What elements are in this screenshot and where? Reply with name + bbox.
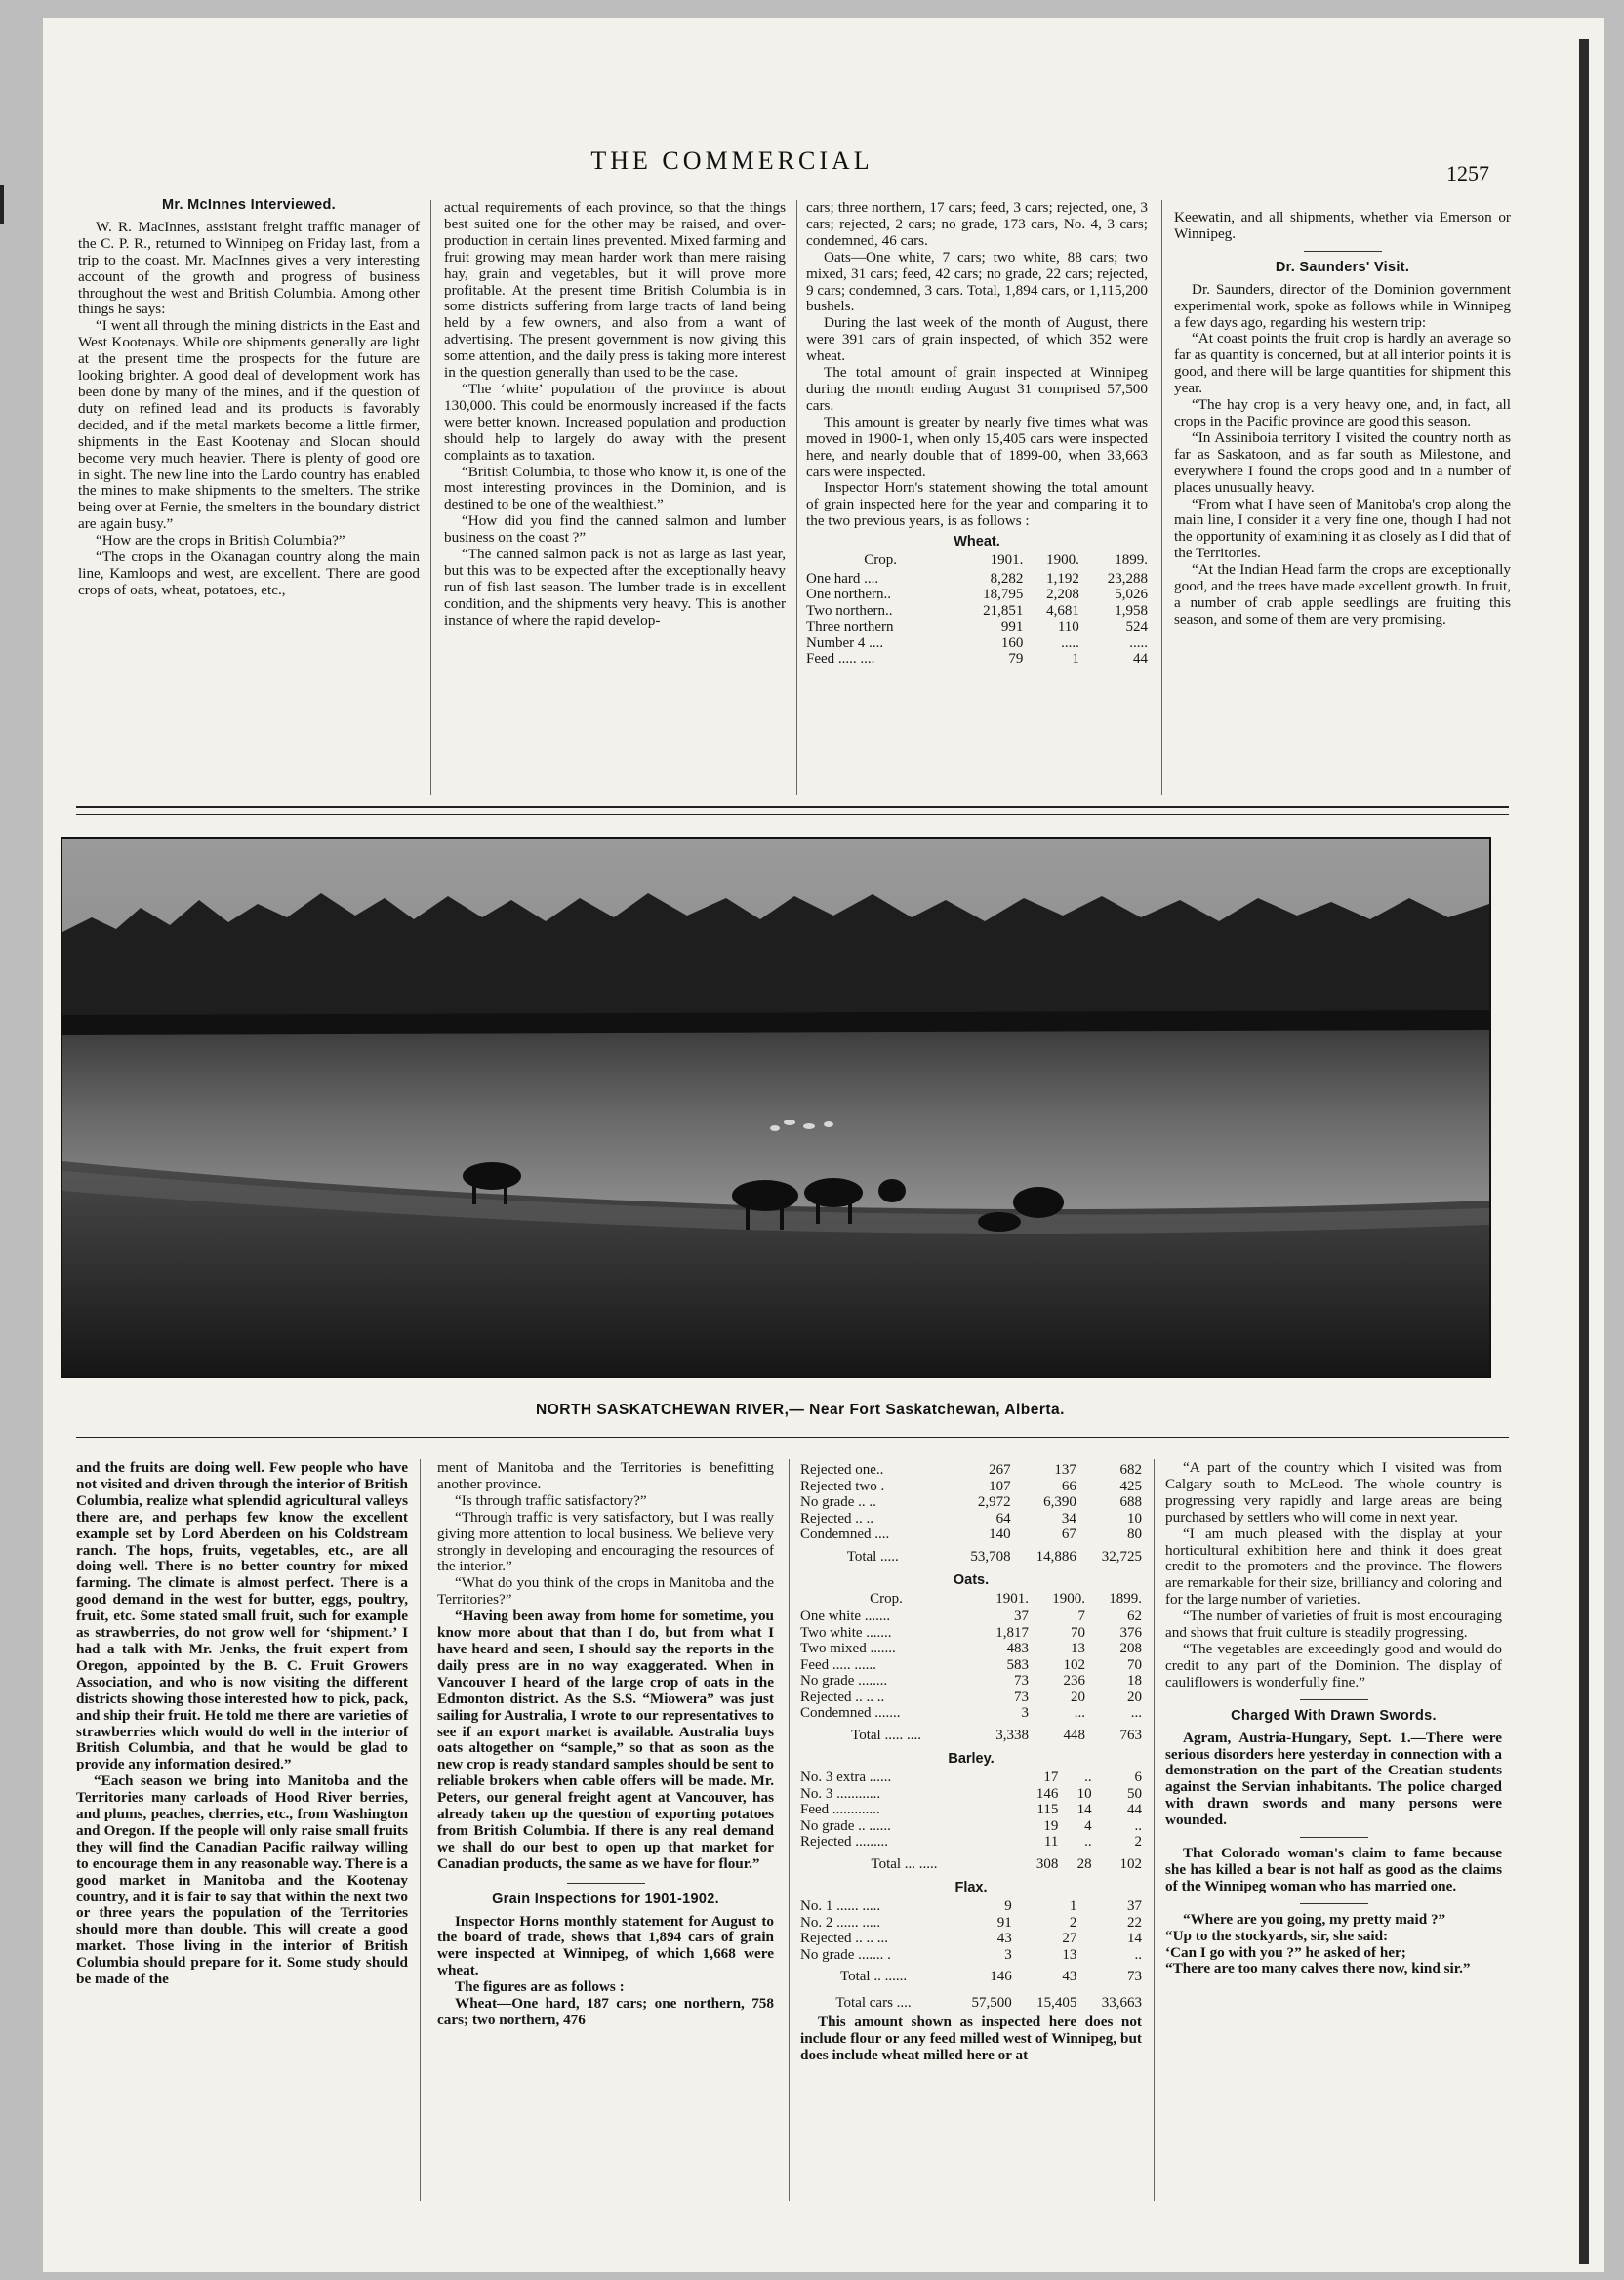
table-cell: Three northern	[806, 619, 894, 635]
table-cell: 2,972	[977, 1494, 1011, 1510]
table-cell: 107	[989, 1478, 1011, 1494]
table-cell: No. 3 ............	[800, 1785, 881, 1802]
table-row	[800, 1527, 1142, 1543]
table-cell: 43	[1062, 1969, 1077, 1985]
paragraph: The figures are as follows :	[455, 1978, 625, 1996]
table-cell: 14	[1076, 1802, 1092, 1818]
table-row	[800, 1511, 1142, 1527]
table-cell: ...	[1130, 1705, 1142, 1722]
divider	[1300, 1837, 1368, 1838]
table-cell: 73	[1127, 1969, 1142, 1985]
paragraph: “The crops in the Okanagan country along the main line, Kamloops and west, are excellent. There are good crops of oats, wheat, potatoes, etc.,	[78, 549, 420, 598]
paragraph: That Colorado woman's claim to fame because she has killed a bear is not half as good as the claims of the Winnipeg woman who has married one.	[1165, 1845, 1502, 1894]
table-cell: Feed ..... ....	[806, 651, 875, 668]
table-cell: 13	[1062, 1946, 1077, 1963]
table-cell: 102	[1063, 1656, 1085, 1673]
table-cell: 66	[1061, 1478, 1076, 1494]
table-cell: 1,958	[1115, 602, 1148, 619]
table-row	[800, 1834, 1142, 1851]
table-cell: 208	[1119, 1641, 1142, 1657]
paragraph: “A part of the country which I visited was from Calgary south to McLeod. The whole country is progressing very rapidly and large areas are being purchased by settlers who will come in next year.	[1165, 1459, 1502, 1526]
column-divider	[420, 1459, 421, 2201]
paragraph: “The canned salmon pack is not as large as last year, but this was to be expected after the exceptionally heavy run of fish last season. The lumber trade is in excellent condition, and the shipments very heavy. This is another instance of where the rapid develop-	[444, 546, 786, 629]
table-cell: 160	[1000, 634, 1024, 651]
table-cell: 110	[1057, 619, 1079, 635]
table-cell: 80	[1127, 1527, 1142, 1542]
table-cell: Condemned ....	[800, 1527, 890, 1542]
table-cell: 64	[995, 1510, 1011, 1527]
section-rule	[76, 1437, 1509, 1438]
table-cell: 21,851	[983, 602, 1024, 619]
paragraph: “British Columbia, to those who know it, is one of the most interesting provinces in the Dominion, and is destined to be one of the wealthiest.”	[444, 463, 786, 513]
paragraph: “How did you find the canned salmon and lumber business on the coast ?”	[444, 512, 786, 547]
table-cell: 137	[1054, 1462, 1076, 1478]
table-header-cell: 1901.	[995, 1590, 1030, 1607]
table-total-row	[800, 1722, 1142, 1748]
table-cell: 20	[1127, 1689, 1142, 1705]
section-rule	[76, 806, 1509, 808]
river-landscape-image	[62, 839, 1489, 1376]
table-cell: 57,500	[971, 1994, 1012, 2011]
column-7	[800, 1462, 1142, 2064]
table-cell: 23,288	[1107, 570, 1148, 587]
table-cell: 236	[1063, 1673, 1085, 1690]
table-cell: No grade .. ......	[800, 1817, 891, 1834]
article-title-grain: Grain Inspections for 1901-1902.	[492, 1891, 719, 1907]
table-cell: 18	[1127, 1673, 1142, 1690]
photo-caption: NORTH SASKATCHEWAN RIVER,— Near Fort Saskatchewan, Alberta.	[536, 1402, 1065, 1418]
table-cell: 1,192	[1046, 570, 1079, 587]
divider	[1300, 1903, 1368, 1904]
column-6	[437, 1460, 774, 2029]
table-cell: 37	[1014, 1608, 1030, 1625]
column-4	[1174, 210, 1511, 629]
table-cell: No grade ....... .	[800, 1946, 891, 1963]
table-cell: 34	[1061, 1510, 1076, 1527]
table-cell: One hard ....	[806, 570, 879, 587]
table-cell: 15,405	[1036, 1994, 1077, 2011]
table-cell: 43	[996, 1931, 1012, 1947]
table-cell: 17	[1043, 1770, 1059, 1786]
table-cell: 4	[1084, 1817, 1092, 1834]
table-cell: 32,725	[1101, 1548, 1142, 1565]
table-cell: 6,390	[1043, 1494, 1076, 1510]
table-cell: 1,817	[995, 1624, 1030, 1641]
table-cell: 20	[1071, 1689, 1085, 1705]
table-cell: Rejected .........	[800, 1834, 888, 1851]
table-cell: 2	[1069, 1914, 1077, 1931]
table-cell: 11	[1043, 1834, 1059, 1851]
paragraph: “At coast points the fruit crop is hardly an average so far as quantity is concerned, but at all interior points it is good, and there will be large quantities for shipment this year.	[1174, 330, 1511, 397]
table-cell: .....	[1061, 634, 1079, 651]
paragraph: and the fruits are doing well. Few people who have not visited and driven through the interior of British Columbia, realize what splendid agricultural valleys there are, and perhaps few know the excellent example set by Lord Aberdeen on his Coldstream ranch. The hops, fruits, vegetables, etc., are all doing well. There is no better country for mixed farming. The climate is almost perfect. There is a good demand in the west for butter, eggs, poultry, fruit, etc. Some stated small fruit, such for example as strawberries, do not grow well for ‘shipment.’ I had a talk with Mr. Jenks, the fruit expert from Oregon, appointed by the B. C. Fruit Growers Association, and who is now visiting the different districts showing those interested how to pick, pack, and ship their fruit. He told me there are varieties of strawberries which would do well in the interior of British Columbia, and that he would be glad to provide any information desired.”	[76, 1459, 408, 1773]
table-cell: 524	[1125, 619, 1148, 635]
table-row	[800, 1462, 1142, 1479]
table-row	[800, 1494, 1142, 1511]
table-cell: 28	[1076, 1855, 1092, 1872]
flax-table	[800, 1898, 1142, 2015]
table-cell: 1	[1072, 651, 1079, 668]
paragraph: During the last week of the month of August, there were 391 cars of grain inspected, of which 352 were wheat.	[806, 314, 1148, 365]
masthead: THE COMMERCIAL	[590, 146, 873, 175]
article-title-mcinnes: Mr. McInnes Interviewed.	[161, 197, 337, 213]
table-cell: Rejected .. ..	[800, 1510, 873, 1527]
table-cell: Rejected .. .. ..	[800, 1689, 885, 1705]
wheat-table-top	[806, 552, 1148, 668]
divider	[1300, 1699, 1368, 1700]
table-cell: Feed .............	[800, 1802, 880, 1818]
table-header-row	[806, 552, 1148, 571]
table-row	[806, 587, 1148, 603]
paragraph: “I am much pleased with the display at your horticultural exhibition here and think it does great credit to the promoters and the province. The flowers are remarkable for their size, brilliancy and coloring and for the large number of varieties.	[1165, 1525, 1502, 1608]
table-header-cell: 1899.	[1109, 1590, 1142, 1607]
table-cell: 267	[989, 1462, 1011, 1478]
table-cell: 682	[1119, 1462, 1142, 1478]
table-cell: 14,886	[1035, 1548, 1076, 1565]
table-cell: 53,708	[970, 1548, 1011, 1565]
table-cell: ..	[1084, 1834, 1092, 1851]
table-cell: 18,795	[983, 587, 1024, 603]
table-cell: Condemned .......	[800, 1705, 901, 1722]
table-cell: 10	[1076, 1785, 1092, 1802]
table-grand-total-row	[800, 1989, 1142, 2015]
table-header-cell: 1900.	[1046, 552, 1079, 569]
column-divider	[1161, 200, 1162, 795]
paragraph: Dr. Saunders, director of the Dominion government experimental work, spoke as follows while in Winnipeg a few days ago, regarding his western trip:	[1174, 280, 1511, 331]
table-cell: 146	[990, 1969, 1012, 1985]
table-cell: 583	[1006, 1656, 1030, 1673]
section-rule	[76, 814, 1509, 815]
paragraph: Wheat—One hard, 187 cars; one northern, 758 cars; two northern, 476	[437, 1995, 774, 2028]
table-row	[800, 1802, 1142, 1818]
table-row	[800, 1786, 1142, 1803]
table-cell: No grade ........	[800, 1673, 888, 1690]
table-cell: Total cars ....	[835, 1994, 912, 2011]
table-row	[806, 619, 1148, 635]
table-cell: Two mixed .......	[800, 1641, 896, 1657]
paragraph: “Having been away from home for sometime, you know more about that than I do, but from what I have heard and seen, I should say the reports in the daily press are in no way exaggerated. When in Vancouver I heard of the large crop of oats in the Edmonton district. As the S.S. “Miowera” was just sailing for Australia, I wrote to our representatives to see if an export market is available. Australia buys oats altogether on “sample,” so that as soon as the new crop is ready standard samples should be sent to reliable brokers when cable offers will be made. Mr. Peters, our general freight agent at Vancouver, has already taken up the question of exporting potatoes from British Columbia. If there is any real demand we shall do our best to open up that market for Canadian products, the same as we have for flour.”	[437, 1608, 774, 1872]
table-cell: 991	[1000, 619, 1024, 635]
table-row	[806, 603, 1148, 620]
table-cell: ..	[1084, 1770, 1092, 1786]
table-cell: 483	[1006, 1641, 1030, 1657]
river-photograph	[61, 837, 1491, 1378]
paragraph: “Is through traffic satisfactory?”	[455, 1491, 647, 1509]
table-cell: ..	[1134, 1817, 1142, 1834]
table-row	[800, 1625, 1142, 1642]
table-cell: No. 1 ...... .....	[800, 1898, 881, 1915]
table-title-flax: Flax.	[954, 1880, 988, 1896]
table-cell: 6	[1134, 1770, 1142, 1786]
table-cell: 67	[1061, 1527, 1076, 1542]
table-header-row	[800, 1591, 1142, 1609]
table-cell: 5,026	[1115, 587, 1148, 603]
table-cell: Rejected one..	[800, 1462, 884, 1478]
paragraph: “Each season we bring into Manitoba and the Territories many carloads of Hood River berries, and plums, peaches, cherries, etc., from Washington and Oregon. If the people will only raise small fruits they will find the Canadian Pacific railway willing to encourage them in any reasonable way. There is a good market in Manitoba and the Kootenay country, and it is fair to say that within the next two or three years the population of the Territories should more than double. This will create a good market. Those living in the interior of British Columbia should prepare for it. Some study should be made of the	[76, 1772, 408, 1988]
column-1	[78, 195, 420, 599]
table-title-wheat: Wheat.	[954, 534, 1000, 550]
paragraph: ment of Manitoba and the Territories is benefitting another province.	[437, 1459, 774, 1492]
table-cell: 3,338	[995, 1727, 1030, 1743]
paragraph: Keewatin, and all shipments, whether via Emerson or Winnipeg.	[1174, 209, 1511, 242]
paragraph: Inspector Horns monthly statement for August to the board of trade, shows that 1,894 cars of grain were inspected at Winnipeg, of which 1,668 were wheat.	[437, 1912, 774, 1979]
table-cell: 10	[1127, 1510, 1142, 1527]
table-cell: No grade .. ..	[800, 1494, 876, 1510]
table-row	[800, 1898, 1142, 1915]
table-row	[800, 1947, 1142, 1964]
table-cell: 425	[1119, 1478, 1142, 1494]
article-title-swords: Charged With Drawn Swords.	[1231, 1707, 1437, 1724]
table-cell: 14	[1127, 1931, 1142, 1947]
column-divider	[1154, 1459, 1155, 2201]
table-cell: Rejected .. .. ...	[800, 1931, 888, 1947]
verse-line: “Where are you going, my pretty maid ?”	[1183, 1910, 1446, 1928]
column-divider	[430, 200, 431, 795]
table-row	[800, 1657, 1142, 1674]
page-binding-edge	[1579, 39, 1589, 2264]
table-cell: 19	[1043, 1817, 1059, 1834]
paragraph: “What do you think of the crops in Manitoba and the Territories?”	[437, 1574, 774, 1608]
table-row	[800, 1479, 1142, 1495]
paragraph: Oats—One white, 7 cars; two white, 88 cars; two mixed, 31 cars; feed, 42 cars; no grade, 22 cars; rejected, 9 cars; condemned, 3 cars. Total, 1,894 cars, or 1,115,200 bushels.	[806, 248, 1148, 315]
divider	[567, 1883, 645, 1884]
table-cell: Two northern..	[806, 602, 893, 619]
barley-table	[800, 1770, 1142, 1876]
table-cell: 7	[1077, 1608, 1085, 1625]
paragraph: “How are the crops in British Columbia?”	[96, 532, 345, 550]
page-margin-mark	[0, 185, 4, 224]
wheat-table-continued	[800, 1462, 1142, 1568]
table-row	[800, 1608, 1142, 1625]
table-cell: 73	[1014, 1689, 1030, 1705]
table-cell: 8,282	[990, 570, 1024, 587]
paragraph: “The ‘white’ population of the province is about 130,000. This could be enormously increased if the facts were better known. Increased population and production should help to largely do away with the present complaints as to taxation.	[444, 380, 786, 464]
table-title-oats: Oats.	[953, 1572, 990, 1588]
table-header-cell: Crop.	[864, 552, 898, 569]
table-cell: 44	[1133, 651, 1148, 668]
table-cell: ...	[1074, 1705, 1085, 1722]
paragraph: “The vegetables are exceedingly good and would do credit to any part of the Dominion. The display of cauliflowers is wonderfully fine.”	[1165, 1640, 1502, 1690]
table-title-barley: Barley.	[948, 1751, 995, 1768]
table-row	[806, 571, 1148, 588]
paragraph: The total amount of grain inspected at Winnipeg during the month ending August 31 comprised 57,500 cars.	[806, 364, 1148, 414]
column-2	[444, 200, 786, 630]
table-row	[800, 1818, 1142, 1835]
table-cell: One northern..	[806, 587, 892, 603]
table-cell: Total .. ......	[839, 1969, 908, 1985]
paragraph: “The hay crop is a very heavy one, and, in fact, all crops in the Pacific province are good this season.	[1174, 396, 1511, 429]
table-cell: 33,663	[1101, 1994, 1142, 2011]
paragraph: This amount shown as inspected here does not include flour or any feed milled west of Winnipeg, but does include wheat milled here or at	[800, 2014, 1142, 2064]
table-cell: 70	[1071, 1624, 1085, 1641]
table-cell: 70	[1127, 1656, 1142, 1673]
paragraph: Inspector Horn's statement showing the total amount of grain inspected here for the year and comparing it to the two previous years, is as follows :	[806, 479, 1148, 530]
oats-table	[800, 1591, 1142, 1748]
table-cell: 22	[1127, 1914, 1142, 1931]
table-cell: 102	[1119, 1855, 1142, 1872]
paragraph: “At the Indian Head farm the crops are exceptionally good, and the trees have made excellent growth. In fruit, a number of crab apple seedlings are fruiting this season, and some of them are very promising.	[1174, 561, 1511, 628]
column-5	[76, 1460, 408, 1988]
table-header-cell: Crop.	[870, 1590, 903, 1607]
table-cell: 2	[1134, 1834, 1142, 1851]
table-cell: No. 3 extra ......	[800, 1770, 892, 1786]
table-cell: 763	[1119, 1727, 1142, 1743]
table-header-cell: 1900.	[1052, 1590, 1085, 1607]
table-header-cell: 1901.	[990, 552, 1024, 569]
paragraph: This amount is greater by nearly five times what was moved in 1900-1, when only 15,405 cars were inspected here, and nearly double that of 1899-00, when 33,663 cars were inspected.	[806, 413, 1148, 480]
table-row	[806, 635, 1148, 652]
table-cell: Total .....	[846, 1548, 899, 1565]
column-divider	[789, 1459, 790, 2201]
table-cell: 37	[1127, 1898, 1142, 1915]
table-cell: Feed ..... ......	[800, 1656, 876, 1673]
table-cell: 50	[1127, 1785, 1142, 1802]
paragraph: cars; three northern, 17 cars; feed, 3 cars; rejected, one, 3 cars; rejected, 2 cars; no grade, 173 cars, No. 4, 3 cars; condemned, 46 cars.	[806, 199, 1148, 249]
table-cell: 1	[1069, 1898, 1077, 1915]
table-total-row	[800, 1963, 1142, 1989]
table-row	[800, 1931, 1142, 1947]
table-cell: One white .......	[800, 1608, 891, 1625]
paragraph: “In Assiniboia territory I visited the country north as far as Saskatoon, and as far south as Milestone, and everywhere I found the crops good and in a number of places unusually heavy.	[1174, 428, 1511, 496]
table-cell: 79	[1008, 651, 1024, 668]
paragraph: W. R. MacInnes, assistant freight traffic manager of the C. P. R., returned to Winnipeg on Friday last, from a trip to the coast. Mr. MacInnes gives a very interesting account of the growth and progress of business throughout the west and British Columbia. Among other things he says:	[78, 218, 420, 318]
table-total-row	[800, 1543, 1142, 1569]
table-cell: 9	[1004, 1898, 1012, 1915]
table-cell: 62	[1127, 1608, 1142, 1625]
table-row	[800, 1915, 1142, 1932]
table-row	[800, 1641, 1142, 1657]
table-cell: 27	[1062, 1931, 1077, 1947]
table-cell: 2,208	[1046, 587, 1079, 603]
page-number: 1257	[1446, 161, 1489, 185]
divider	[1304, 251, 1382, 252]
table-cell: Total ... .....	[871, 1855, 938, 1872]
table-cell: Rejected two .	[800, 1478, 885, 1494]
table-cell: 13	[1071, 1641, 1085, 1657]
table-cell: 688	[1119, 1494, 1142, 1510]
column-divider	[796, 200, 797, 795]
table-cell: 308	[1035, 1855, 1059, 1872]
table-cell: 91	[996, 1914, 1012, 1931]
column-3	[806, 200, 1148, 668]
paragraph: “I went all through the mining districts in the East and West Kootenays. While ore shipments generally are light at the present time the prospects for the future are looking brighter. A good deal of development work has been done by many of the mines, and if the question of duty on refined lead and its products is favorably decided, and if the metal markets become a little firmer, shipments in the East Kootenay and Slocan should become very much heavier. There is plenty of good ore in sight. The new line into the Lardo country has enabled the mines to make shipments to the smelters. The strike being over at Fernie, the smelters in the boundary district are again busy.”	[78, 317, 420, 533]
paragraph: “Through traffic is very satisfactory, but I was really giving more attention to local business. We believe very strongly in developing and encouraging the resources of the interior.”	[437, 1508, 774, 1575]
table-cell: 140	[989, 1527, 1011, 1542]
table-row	[800, 1770, 1142, 1786]
table-row	[800, 1705, 1142, 1722]
table-row	[806, 651, 1148, 668]
table-cell: No. 2 ...... .....	[800, 1914, 881, 1931]
paragraph: “From what I have seen of Manitoba's crop along the main line, I consider it a very fine one, though I had not the opportunity of examining it as closely as I did that of the Territories.	[1174, 495, 1511, 562]
table-cell: 448	[1063, 1727, 1085, 1743]
table-cell: Number 4 ....	[806, 634, 884, 651]
table-cell: Two white .......	[800, 1624, 892, 1641]
table-row	[800, 1690, 1142, 1706]
paragraph: actual requirements of each province, so that the things best suited one for the other may be raised, and over-production in certain lines prevented. Mixed farming and fruit growing may mean harder work than mere raising hay, grain and vegetables, but it will prove more profitable. At the present time British Columbia is in some districts suffering from large tracts of land being held by a few owners, and also from a want of advertising. The present government is now giving this some attention, and the daily press is taking more interest in the question generally than used to be the case.	[444, 199, 786, 382]
table-cell: 146	[1035, 1785, 1059, 1802]
article-title-saunders: Dr. Saunders' Visit.	[1275, 259, 1410, 275]
verse-line: “Up to the stockyards, sir, she said:	[1165, 1927, 1389, 1944]
table-cell: 3	[1004, 1946, 1012, 1963]
table-row	[800, 1673, 1142, 1690]
paragraph: “The number of varieties of fruit is most encouraging and shows that fruit culture is steadily progressing.	[1165, 1608, 1502, 1642]
table-cell: ..	[1134, 1946, 1142, 1963]
verse-line: ‘Can I go with you ?” he asked of her;	[1165, 1943, 1406, 1961]
table-cell: .....	[1129, 634, 1148, 651]
table-header-cell: 1899.	[1115, 552, 1148, 569]
table-cell: 376	[1119, 1624, 1142, 1641]
verse-line: “There are too many calves there now, kind sir.”	[1165, 1960, 1471, 1977]
table-total-row	[800, 1851, 1142, 1877]
paragraph: Agram, Austria-Hungary, Sept. 1.—There were serious disorders here yesterday in connection with a demonstration on the part of the Creatian students against the Servian inhabitants. The police charged with drawn swords and many persons were wounded.	[1165, 1729, 1502, 1829]
table-cell: 3	[1021, 1705, 1030, 1722]
table-cell: Total ..... ....	[851, 1727, 921, 1743]
table-cell: 44	[1127, 1802, 1142, 1818]
table-cell: 4,681	[1046, 602, 1079, 619]
column-8	[1165, 1460, 1502, 1977]
table-cell: 115	[1036, 1802, 1059, 1818]
table-cell: 73	[1014, 1673, 1030, 1690]
